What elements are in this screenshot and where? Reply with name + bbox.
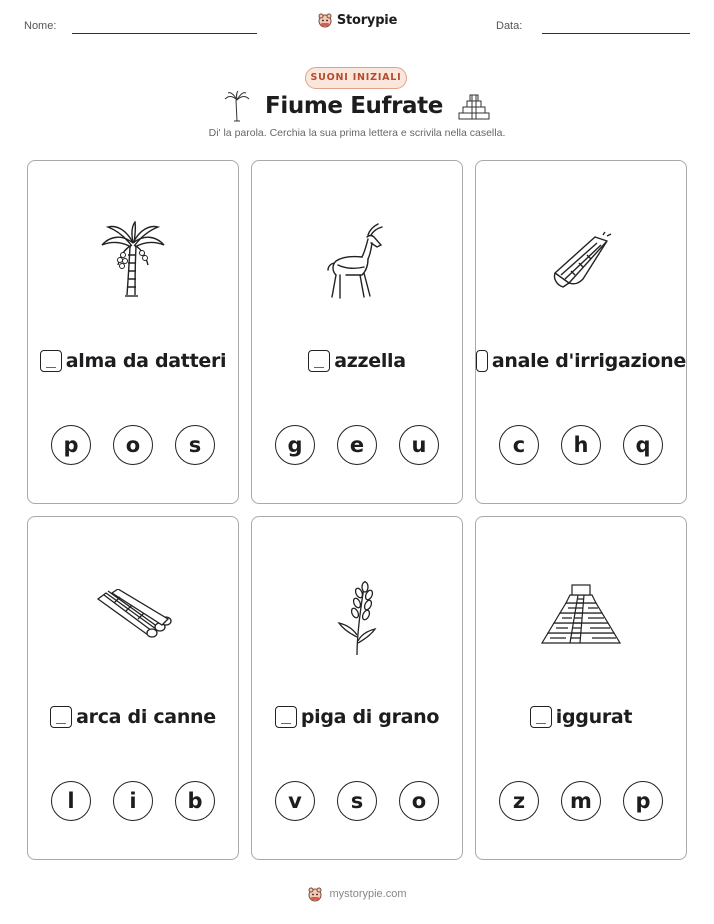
letter-option[interactable]: u [399, 425, 439, 465]
letter-option[interactable]: q [623, 425, 663, 465]
letter-option[interactable]: s [337, 781, 377, 821]
letter-option[interactable]: o [399, 781, 439, 821]
answer-box[interactable] [476, 350, 488, 372]
letter-option[interactable]: m [561, 781, 601, 821]
word-label: alma da datteri [65, 350, 227, 372]
word-label: arca di canne [76, 706, 216, 728]
letter-option[interactable]: i [113, 781, 153, 821]
footer [0, 886, 714, 902]
irrigation-canal-icon [549, 231, 613, 291]
date-line[interactable] [542, 33, 690, 34]
title-row [0, 90, 714, 122]
letter-option[interactable]: e [337, 425, 377, 465]
answer-box[interactable] [275, 706, 297, 728]
footer-url[interactable]: mystorypie.com [329, 888, 407, 900]
letter-option[interactable]: c [499, 425, 539, 465]
letter-option[interactable]: b [175, 781, 215, 821]
word-label: azzella [334, 350, 406, 372]
letter-option[interactable]: v [275, 781, 315, 821]
answer-box[interactable] [40, 350, 62, 372]
storypie-logo-icon [317, 12, 333, 28]
storypie-logo-icon [307, 886, 323, 902]
word-card [251, 516, 463, 860]
brand [0, 12, 714, 32]
word-card [27, 516, 239, 860]
name-line[interactable] [72, 33, 257, 34]
letter-option[interactable]: p [623, 781, 663, 821]
letter-option[interactable]: s [175, 425, 215, 465]
answer-box[interactable] [50, 706, 72, 728]
ziggurat-icon [540, 581, 622, 645]
letter-option[interactable]: o [113, 425, 153, 465]
word-card [27, 160, 239, 504]
word-card [475, 516, 687, 860]
letter-option[interactable]: l [51, 781, 91, 821]
word-label: anale d'irrigazione [491, 350, 686, 372]
gazelle-icon [324, 223, 390, 301]
letter-option[interactable]: h [561, 425, 601, 465]
name-label: Nome: [24, 20, 57, 32]
instructions: Di' la parola. Cerchia la sua prima lettera e scrivila nella casella. [208, 127, 506, 139]
word-label: iggurat [555, 706, 633, 728]
letter-option[interactable]: z [499, 781, 539, 821]
brand-name: Storypie [336, 12, 398, 28]
ziggurat-icon [457, 92, 491, 120]
answer-box[interactable] [308, 350, 330, 372]
letter-option[interactable]: g [275, 425, 315, 465]
letter-option[interactable]: p [51, 425, 91, 465]
word-card [251, 160, 463, 504]
word-card [475, 160, 687, 504]
palm-tree-icon [98, 221, 168, 301]
section-badge: SUONI INIZIALI [305, 67, 407, 89]
word-label: piga di grano [300, 706, 440, 728]
palm-tree-icon [223, 90, 251, 122]
reed-boat-icon [92, 589, 174, 645]
date-label: Data: [496, 20, 523, 32]
page-title: Fiume Eufrate [265, 93, 443, 119]
wheat-icon [335, 577, 379, 657]
answer-box[interactable] [530, 706, 552, 728]
